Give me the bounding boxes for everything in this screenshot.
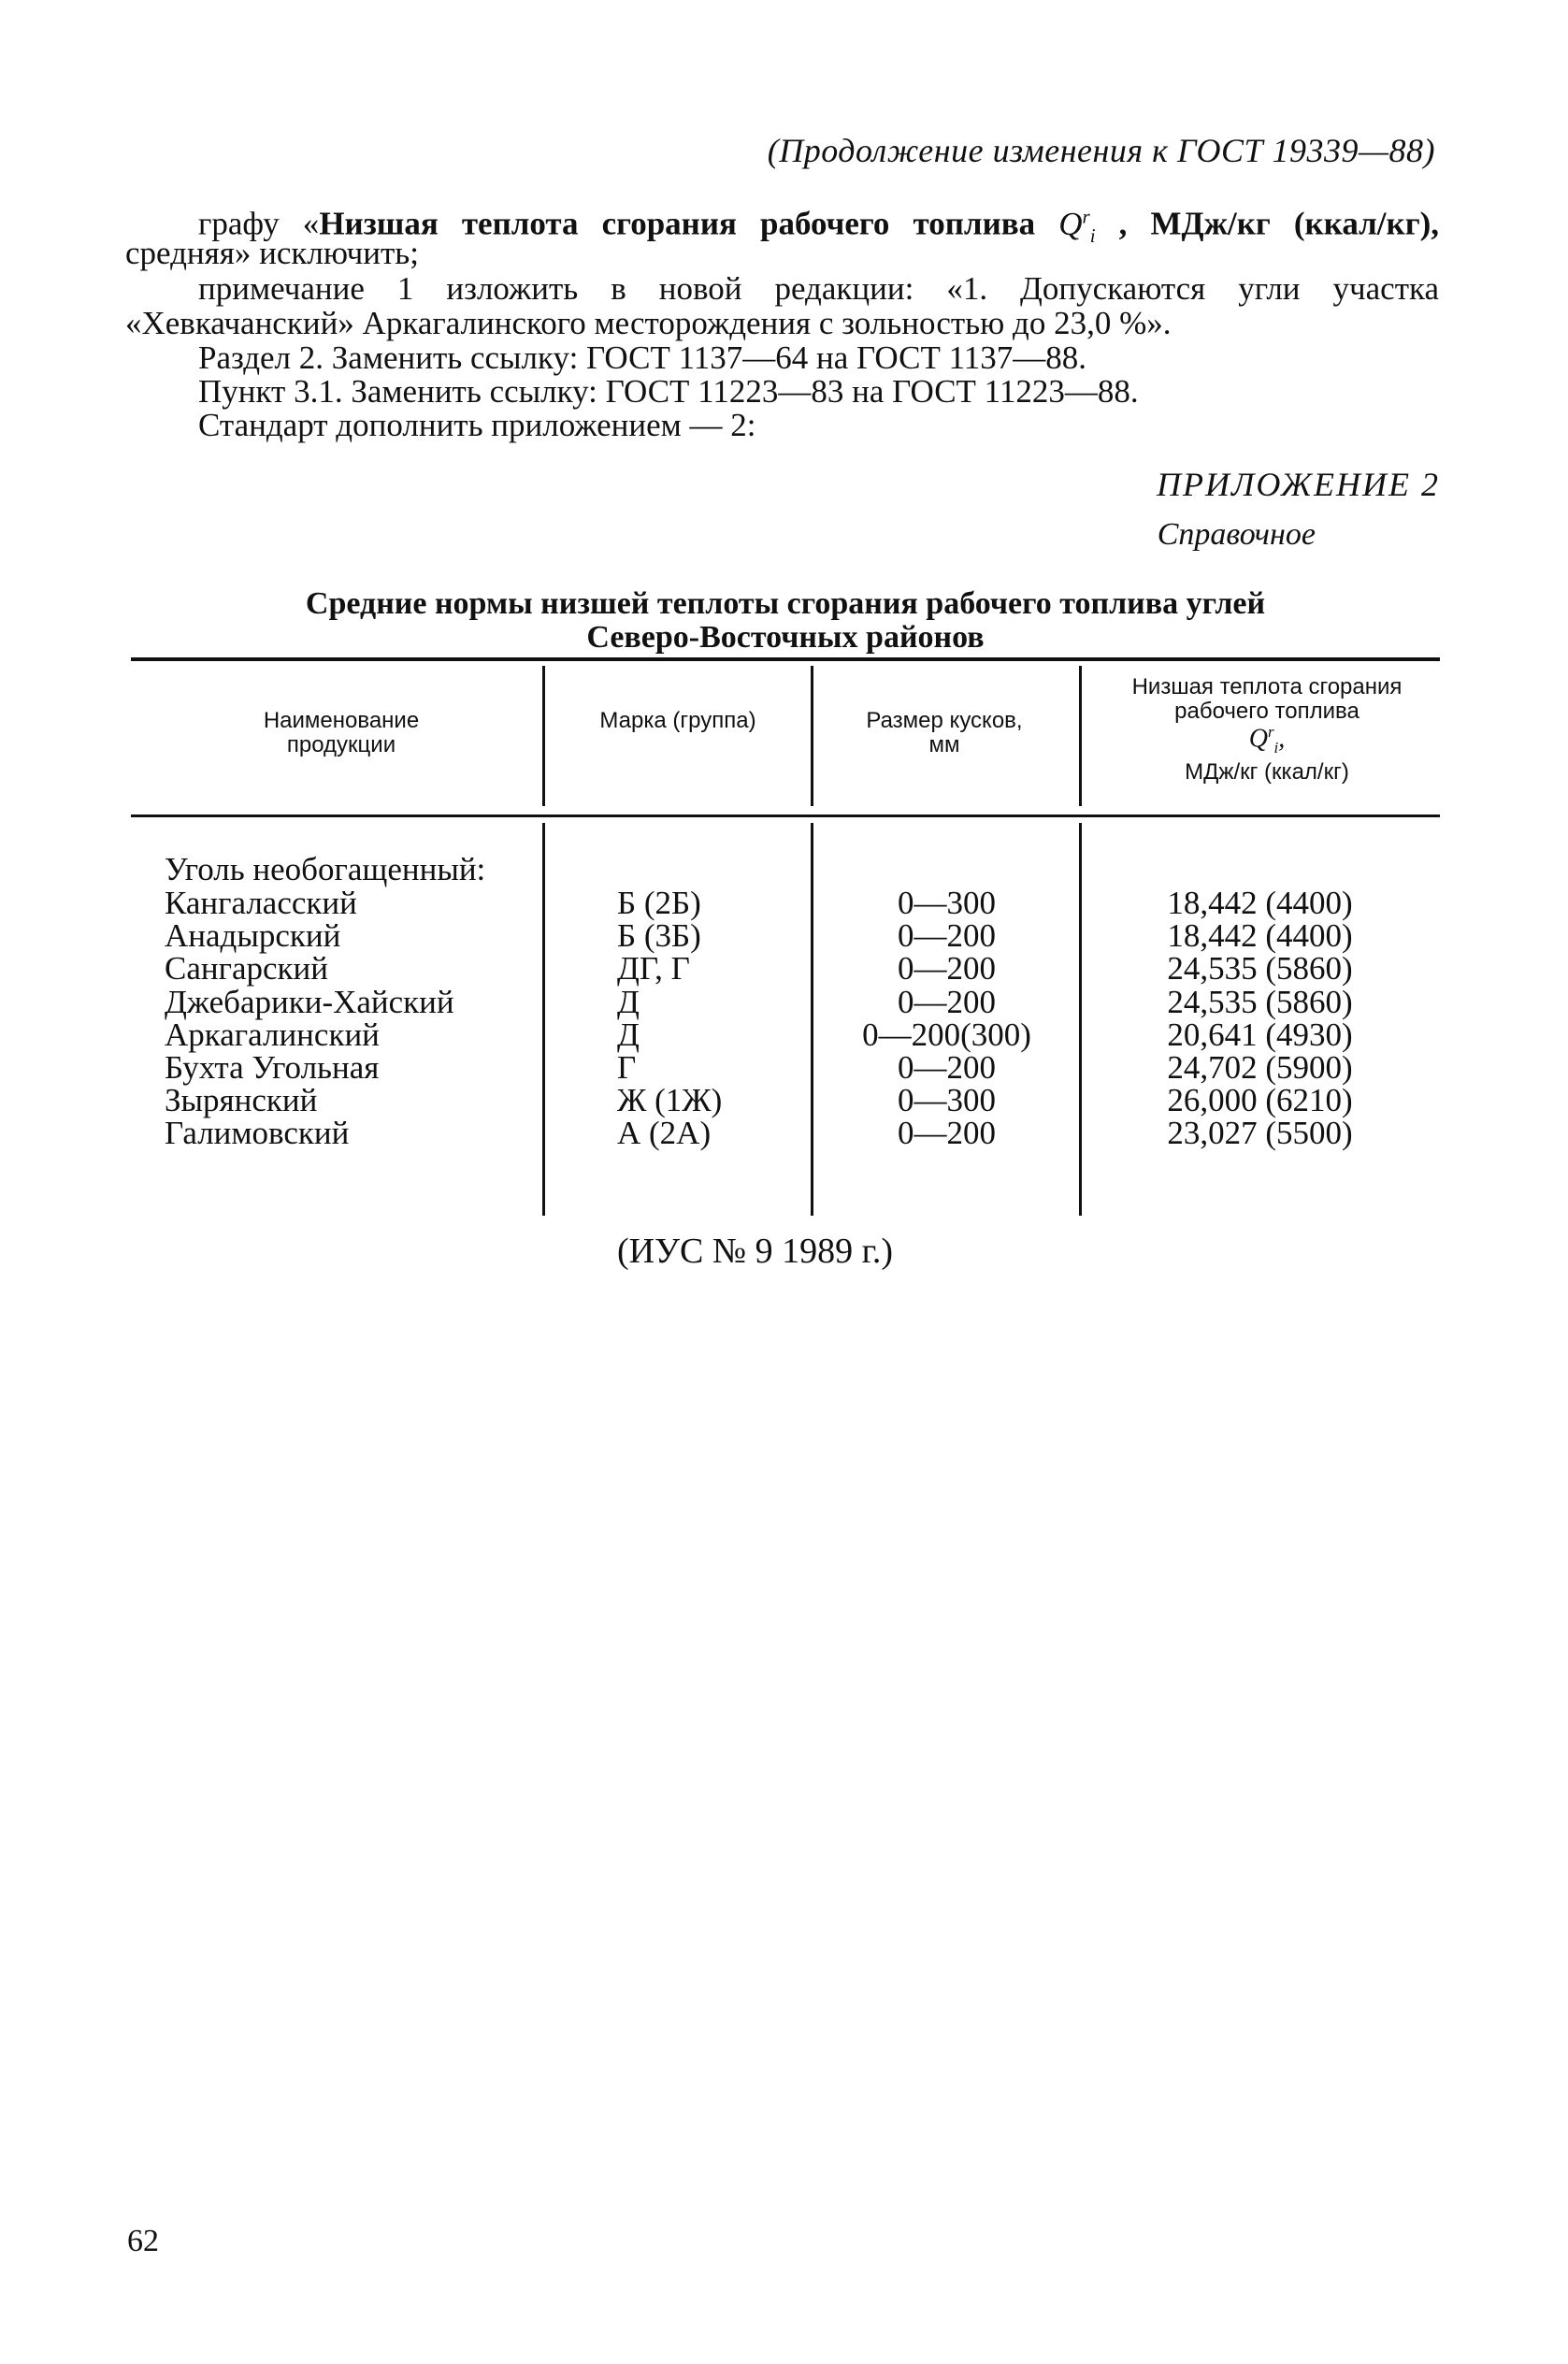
header-heat-units: МДж/кг (ккал/кг) — [1185, 758, 1349, 785]
cell-size: 0—200(300) — [862, 1016, 1031, 1053]
q-symbol: $Q^r_i$ — [1058, 205, 1096, 247]
cell-size: 0—200 — [898, 983, 996, 1020]
cell-size: 0—300 — [898, 1082, 996, 1119]
cell-size: 0—200 — [898, 1049, 996, 1086]
cell-name: Анадырский — [165, 917, 341, 955]
cell-name: Бухта Угольная — [165, 1049, 380, 1086]
cell-brand: А (2А) — [617, 1115, 712, 1152]
page-number: 62 — [127, 2224, 159, 2258]
cell-brand: Ж (1Ж) — [617, 1082, 723, 1119]
body-line-7: Стандарт дополнить приложением — 2: — [198, 407, 756, 443]
body-line-2: средняя» исключить; — [125, 235, 419, 271]
header-heat-label: Низшая теплота сгорания рабочего топлива — [1131, 674, 1403, 724]
header-heat-value — [1113, 675, 1421, 785]
cell-name: Галимовский — [165, 1115, 350, 1152]
header-size: Размер кусков, мм — [866, 708, 1023, 757]
column-divider-3-body — [1079, 823, 1082, 1216]
cell-size: 0—200 — [898, 1115, 996, 1152]
ius-reference: (ИУС № 9 1989 г.) — [617, 1232, 894, 1271]
group-label: Уголь необогащенный: — [165, 851, 486, 887]
column-divider-2-body — [811, 823, 813, 1216]
cell-heat: 24,535 (5860) — [1167, 950, 1353, 987]
cell-size: 0—300 — [898, 885, 996, 921]
header-product-name: Наименование продукции — [263, 708, 420, 757]
body-line-6: Пункт 3.1. Заменить ссылку: ГОСТ 11223—83 на ГОСТ 11223—88. — [198, 373, 1139, 410]
column-divider-3-header — [1079, 666, 1082, 806]
column-divider-1-body — [542, 823, 545, 1216]
table-title-line-2: Северо-Восточных районов — [586, 620, 985, 655]
continuation-header: (Продолжение изменения к ГОСТ 19339—88) — [767, 132, 1435, 169]
body-line-4: «Хевкачанский» Аркагалинского месторождения с зольностью до 23,0 %». — [125, 305, 1172, 341]
cell-brand: Д — [617, 983, 640, 1020]
column-divider-2-header — [811, 666, 813, 806]
table-header-rule — [131, 814, 1440, 817]
cell-size: 0—200 — [898, 917, 996, 955]
cell-heat: 24,702 (5900) — [1167, 1049, 1353, 1086]
body-line-1-end: , МДж/кг (ккал/кг), — [1118, 205, 1439, 242]
cell-brand: Б (3Б) — [617, 917, 701, 955]
cell-name: Сангарский — [165, 950, 328, 987]
table-top-rule — [131, 657, 1440, 661]
cell-name: Джебарики-Хайский — [165, 983, 454, 1020]
body-line-3: примечание 1 изложить в новой редакции: «1. Допускаются угли участка — [198, 270, 1439, 307]
column-divider-1-header — [542, 666, 545, 806]
cell-name: Зырянский — [165, 1082, 318, 1119]
cell-heat: 24,535 (5860) — [1167, 983, 1353, 1020]
table-title-line-1: Средние нормы низшей теплоты сгорания рабочего топлива углей — [305, 586, 1266, 621]
cell-brand: Б (2Б) — [617, 885, 701, 921]
cell-heat: 26,000 (6210) — [1167, 1082, 1353, 1119]
header-q-symbol: $Q^r_i$, — [1248, 723, 1286, 757]
cell-name: Кангаласский — [165, 885, 357, 921]
appendix-subtitle: Справочное — [1157, 517, 1316, 552]
cell-name: Аркагалинский — [165, 1016, 380, 1053]
cell-heat: 18,442 (4400) — [1167, 917, 1353, 955]
cell-brand: Д — [617, 1016, 640, 1053]
cell-heat: 18,442 (4400) — [1167, 885, 1353, 921]
body-line-5: Раздел 2. Заменить ссылку: ГОСТ 1137—64 на ГОСТ 1137—88. — [198, 339, 1087, 376]
header-brand: Марка (группа) — [599, 708, 756, 733]
body-line-1-start: графу « — [198, 205, 320, 242]
cell-heat: 23,027 (5500) — [1167, 1115, 1353, 1152]
cell-brand: ДГ, Г — [617, 950, 690, 987]
appendix-title: ПРИЛОЖЕНИЕ 2 — [1157, 466, 1440, 503]
cell-heat: 20,641 (4930) — [1167, 1016, 1353, 1053]
cell-brand: Г — [617, 1049, 637, 1086]
cell-size: 0—200 — [898, 950, 996, 987]
body-line-1-bold: Низшая теплота сгорания рабочего топлива — [319, 205, 1036, 242]
